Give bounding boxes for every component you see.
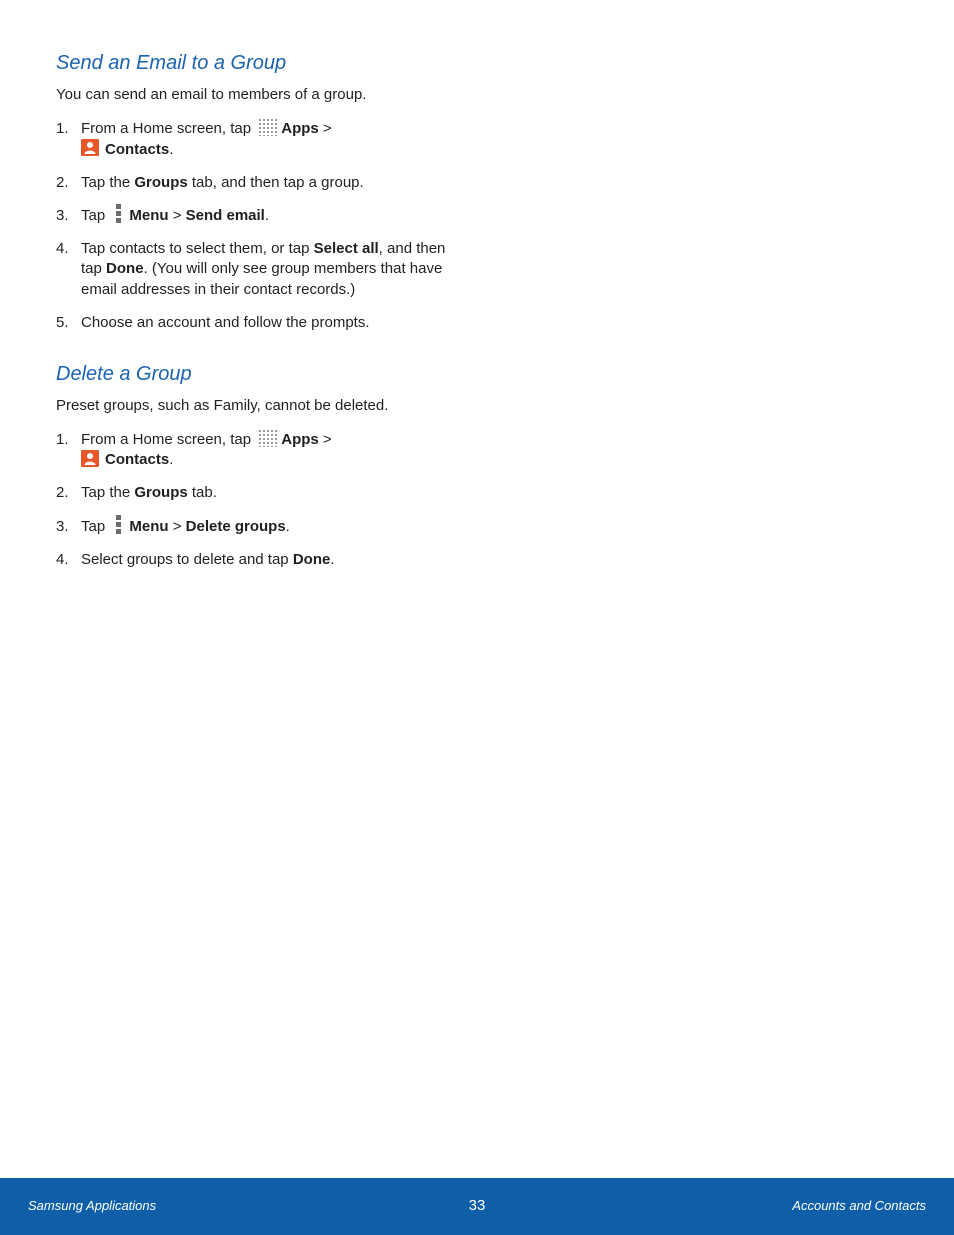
footer-section: Accounts and Contacts <box>792 1198 926 1213</box>
list-item: 2. Tap the Groups tab. <box>56 483 456 504</box>
step-number: 3. <box>56 517 69 535</box>
menu-icon <box>116 515 122 535</box>
section-heading-delete-group: Delete a Group <box>56 362 192 385</box>
apps-grid-icon <box>258 429 278 447</box>
list-item: 3. Tap Menu > Delete groups. <box>56 517 456 538</box>
list-item: 5. Choose an account and follow the prompts. <box>56 313 456 334</box>
list-item: 1. From a Home screen, tap Apps > Contacts. <box>56 430 332 469</box>
list-item: 4. Tap contacts to select them, or tap Select all, and then tap Done. (You will only see group members that have email addresses in their contact records.) <box>56 239 446 299</box>
step-number: 1. <box>56 430 69 448</box>
steps-list <box>56 430 456 570</box>
page-content <box>56 50 456 583</box>
list-item: 2. Tap the Groups tab, and then tap a group. <box>56 173 456 194</box>
section-heading-send-email: Send an Email to a Group <box>56 52 287 74</box>
list-item: 3. Tap Menu > Send email. <box>56 206 456 227</box>
apps-label: Apps <box>281 120 319 137</box>
list-item: 1. From a Home screen, tap Apps > Contacts. <box>56 120 332 158</box>
contacts-label: Contacts <box>105 451 170 469</box>
list-item: 4. Select groups to delete and tap Done. <box>56 550 456 571</box>
step-number: 4. <box>56 550 69 568</box>
step-number: 2. <box>56 484 69 502</box>
step-number: 3. <box>56 206 69 224</box>
section-intro: Preset groups, such as Family, cannot be deleted. <box>56 396 389 414</box>
menu-icon <box>116 204 122 224</box>
contacts-icon <box>81 450 99 467</box>
step-number: 5. <box>56 314 69 332</box>
page-number: 33 <box>468 1197 486 1214</box>
step-number: 1. <box>56 120 69 137</box>
contacts-icon <box>81 139 99 156</box>
steps-list <box>56 119 456 334</box>
page-footer <box>0 1178 954 1235</box>
footer-chapter: Samsung Applications <box>28 1198 157 1213</box>
apps-grid-icon <box>258 118 278 136</box>
contacts-label: Contacts <box>105 140 170 158</box>
step-number: 4. <box>56 239 69 257</box>
apps-label: Apps <box>281 430 319 448</box>
step-number: 2. <box>56 173 69 191</box>
section-intro: You can send an email to members of a group. <box>56 86 367 103</box>
